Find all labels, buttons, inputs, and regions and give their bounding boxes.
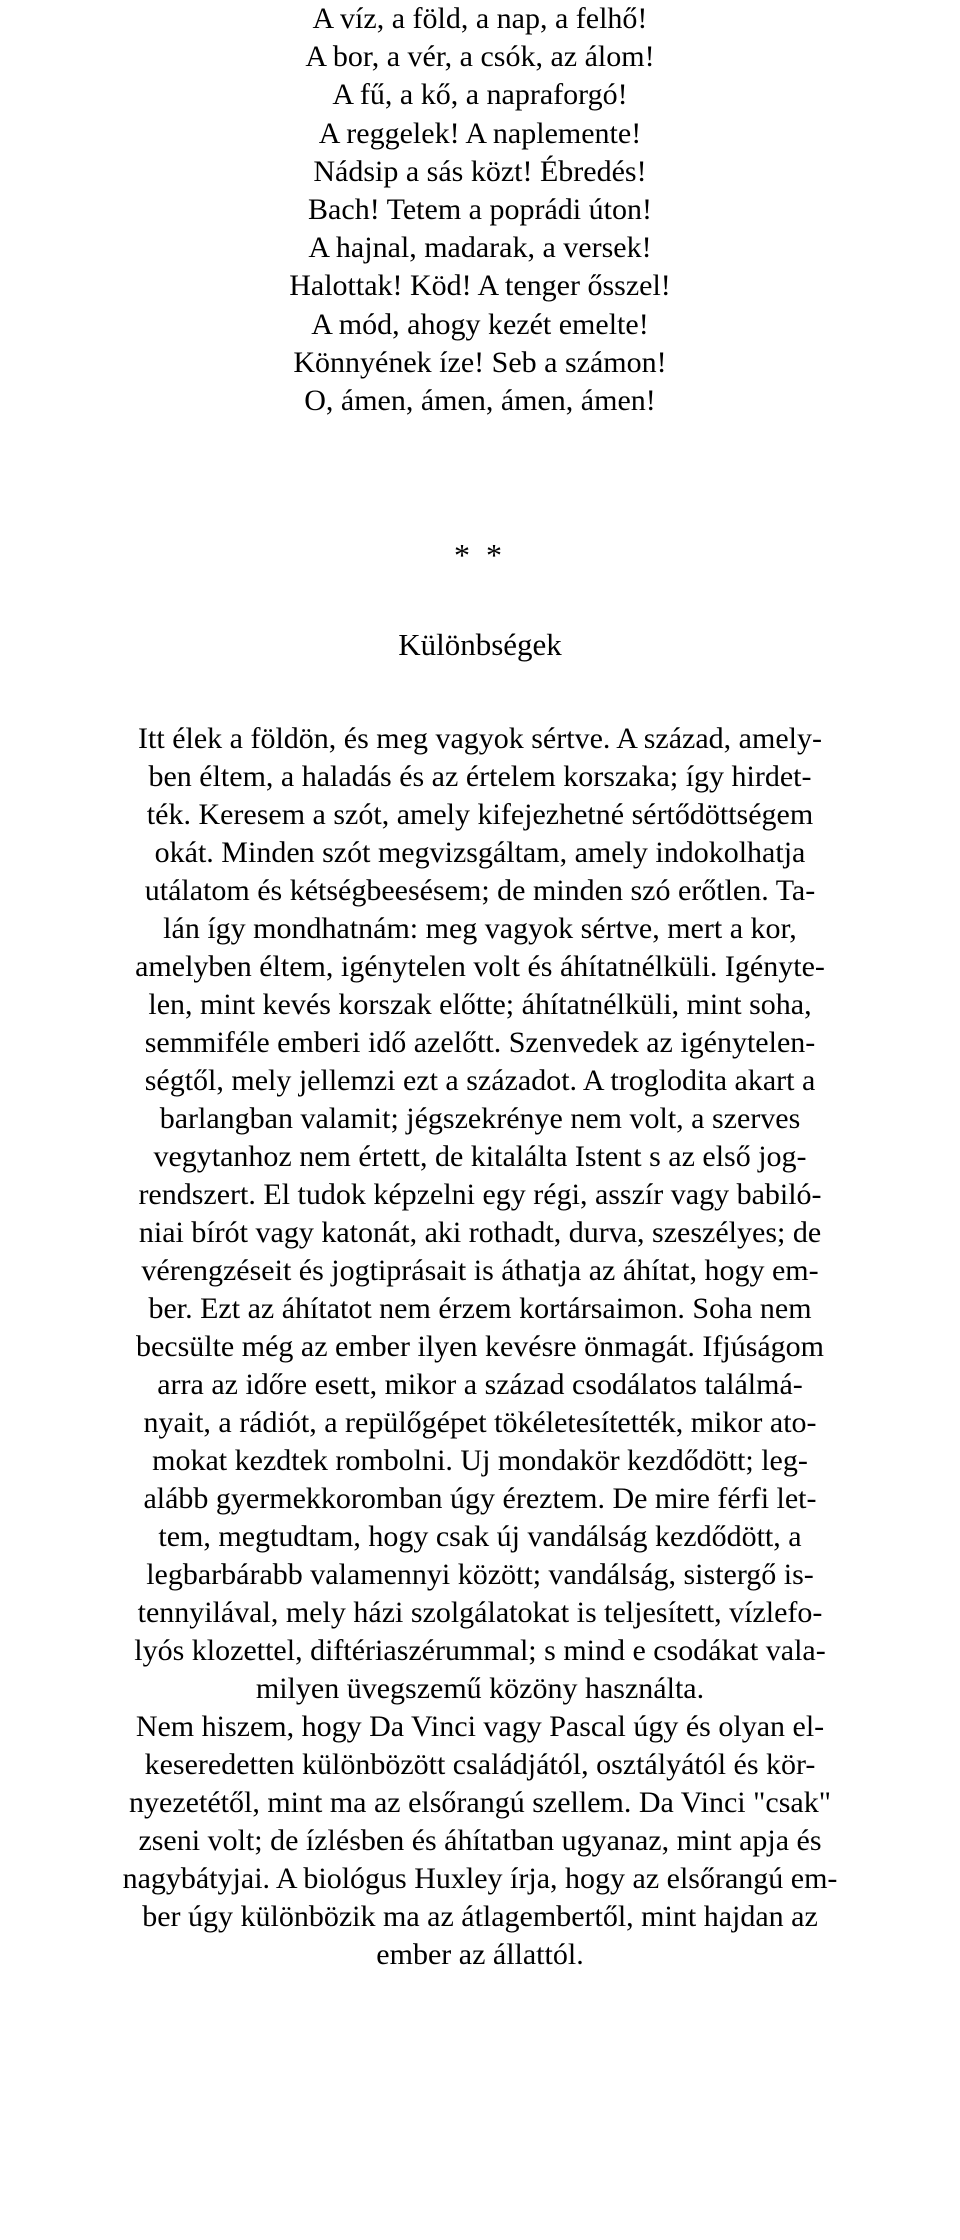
- prose-line: alább gyermekkoromban úgy éreztem. De mire férfi let-: [143, 1482, 817, 1515]
- prose-line: len, mint kevés korszak előtte; áhítatnélküli, mint soha,: [148, 988, 812, 1021]
- prose-line: ber. Ezt az áhítatot nem érzem kortársaimon. Soha nem: [148, 1292, 812, 1325]
- prose-line: legbarbárabb valamennyi között; vandálság, sistergő is-: [146, 1558, 814, 1591]
- prose-line: vegytanhoz nem értett, de kitalálta Istent s az első jog-: [153, 1140, 807, 1173]
- poem-line: Bach! Tetem a poprádi úton!: [308, 193, 652, 227]
- prose-line: becsülte még az ember ilyen kevésre önmagát. Ifjúságom: [135, 1330, 825, 1363]
- poem-line: A reggelek! A naplemente!: [318, 116, 642, 150]
- prose-line: barlangban valamit; jégszekrénye nem volt, a szerves: [159, 1102, 801, 1135]
- prose-line: nyait, a rádiót, a repülőgépet tökéletesítették, mikor ato-: [143, 1406, 817, 1439]
- prose-line: zseni volt; de ízlésben és áhítatban ugyanaz, mint apja és: [138, 1824, 822, 1857]
- prose-body: [0, 720, 960, 1974]
- prose-line: nyezetétől, mint ma az elsőrangú szellem. Da Vinci "csak": [129, 1786, 831, 1819]
- poem: [0, 0, 960, 420]
- prose-line: tem, megtudtam, hogy csak új vandálság kezdődött, a: [158, 1520, 802, 1553]
- prose-line: tennyilával, mely házi szolgálatokat is teljesített, vízlefo-: [137, 1596, 823, 1629]
- prose-line: vérengzéseit és jogtiprásait is áthatja az áhítat, hogy em-: [141, 1254, 819, 1287]
- prose-line: lyós klozettel, diftériaszérummal; s mind e csodákat vala-: [134, 1634, 826, 1667]
- poem-line: Könnyének íze! Seb a számon!: [293, 345, 667, 379]
- prose-line: nagybátyjai. A biológus Huxley írja, hogy az elsőrangú em-: [122, 1862, 838, 1895]
- prose-line: Itt élek a földön, és meg vagyok sértve. A század, amely-: [138, 722, 822, 755]
- section-separator: * *: [454, 537, 506, 573]
- prose-line: rendszert. El tudok képzelni egy régi, asszír vagy babiló-: [138, 1178, 822, 1211]
- prose-line: ber úgy különbözik ma az átlagembertől, mint hajdan az: [142, 1900, 818, 1933]
- prose-line: niai bírót vagy katonát, aki rothadt, durva, szeszélyes; de: [138, 1216, 822, 1249]
- poem-line: A hajnal, madarak, a versek!: [308, 231, 652, 265]
- prose-line: lán így mondhatnám: meg vagyok sértve, mert a kor,: [163, 912, 797, 945]
- prose-line: milyen üvegszemű közöny használta.: [255, 1672, 705, 1705]
- poem-line: Nádsip a sás közt! Ébredés!: [313, 154, 647, 188]
- prose-line: mokat kezdtek rombolni. Uj mondakör kezdődött; leg-: [152, 1444, 808, 1477]
- poem-line: Halottak! Köd! A tenger ősszel!: [289, 269, 671, 303]
- prose-line: semmiféle emberi idő azelőtt. Szenvedek az igénytelen-: [144, 1026, 816, 1059]
- poem-line: A fű, a kő, a napraforgó!: [332, 78, 628, 112]
- section-title: Különbségek: [398, 627, 562, 662]
- prose-line: utálatom és kétségbeesésem; de minden szó erőtlen. Ta-: [144, 874, 816, 907]
- prose-line: ember az állattól.: [376, 1938, 584, 1971]
- prose-line: ben éltem, a haladás és az értelem korszaka; így hirdet-: [148, 760, 812, 793]
- prose-line: Nem hiszem, hogy Da Vinci vagy Pascal úgy és olyan el-: [135, 1710, 825, 1743]
- prose-line: ték. Keresem a szót, amely kifejezhetné sértődöttségem: [146, 798, 814, 831]
- poem-line: A víz, a föld, a nap, a felhő!: [312, 2, 648, 35]
- prose-line: amelyben éltem, igénytelen volt és áhítatnélküli. Igényte-: [135, 950, 825, 983]
- poem-line: A mód, ahogy kezét emelte!: [311, 307, 649, 341]
- prose-line: okát. Minden szót megvizsgáltam, amely indokolhatja: [154, 836, 806, 869]
- poem-line: O, ámen, ámen, ámen, ámen!: [304, 384, 656, 418]
- poem-line: A bor, a vér, a csók, az álom!: [305, 40, 655, 74]
- prose-line: arra az időre esett, mikor a század csodálatos találmá-: [157, 1368, 803, 1401]
- prose-line: ségtől, mely jellemzi ezt a századot. A troglodita akart a: [144, 1064, 816, 1097]
- prose-line: keseredetten különbözött családjától, osztályától és kör-: [144, 1748, 816, 1781]
